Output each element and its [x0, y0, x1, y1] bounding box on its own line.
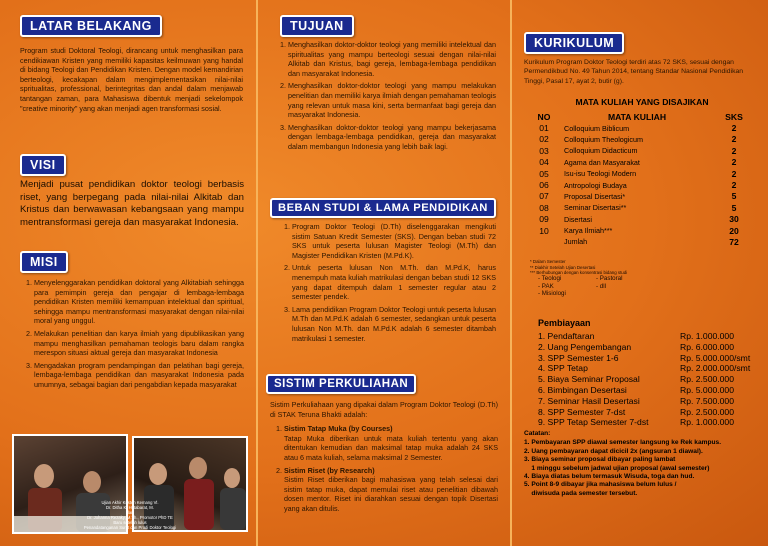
- cost-row: [538, 417, 768, 428]
- sistim-item-heading: 2. Sistim Riset (by Research): [284, 465, 375, 475]
- table-cell-sks: 30: [729, 214, 739, 225]
- cost-amount: Rp. 5.000.000: [680, 384, 734, 395]
- table-cell-sks: 2: [731, 168, 737, 179]
- sistim-item-heading: 1. Sistim Tatap Muka (by Courses): [284, 424, 393, 434]
- kurikulum-paragraph: Kurikulum Program Doktor Teologi terdiri atas 72 SKS, sesuai dengan Permendikbud No. 49 Tahun 2014, tentang Standar Nasional Pendidikan Tinggi, Pasal 17, ayat 2, butir (g).: [524, 59, 744, 85]
- pembiayaan-title: Pembiayaan: [538, 318, 591, 328]
- tujuan-item: 3. Menghasilkan doktor-doktor teologi yang mampu bekerjasama dengan lembaga-lembaga pendidikan, gereja dan masyarakat dalam membangun Indonesia yang lebih baik lagi.: [288, 123, 496, 152]
- kurikulum-table-title: MATA KULIAH YANG DISAJIKAN: [575, 97, 709, 107]
- cost-label: 1. Pendaftaran: [538, 331, 595, 341]
- beban-item: 3. Lama pendidikan Program Doktor Teologi untuk peserta lulusan M.Th dan M.Pd.K adalah 6 semester, sedangkan untuk peserta lulusan Non M.Th. dan M.Pd.K adalah 6 semester ditambah matrikulasi 1 semester.: [292, 305, 496, 343]
- sistim-item-text: Tatap Muka diberikan untuk mata kuliah tertentu yang akan ditentukan kemudian dan maksimal tatap muka adalah 24 SKS atau 6 mata kuliah, selama maksimal 2 Semester.: [284, 433, 498, 462]
- table-cell-no: 05: [539, 168, 549, 179]
- table-header-row: [530, 111, 752, 122]
- cost-amount: Rp. 2.500.000: [680, 374, 734, 385]
- person-head: [224, 468, 240, 488]
- table-header-course: MATA KULIAH: [607, 111, 667, 122]
- table-row: [530, 157, 752, 168]
- cost-amount: Rp. 1.000.000: [680, 331, 734, 341]
- table-cell-no: 06: [539, 180, 549, 191]
- visi-text: [20, 179, 244, 229]
- cost-row: [538, 331, 768, 342]
- person-head: [149, 463, 167, 485]
- cost-amount: Rp. 5.000.000/smt: [680, 352, 751, 363]
- table-row: [530, 236, 752, 247]
- catatan-line: 1 minggu sebelum jadwal ujian proposal (awal semester): [524, 464, 710, 472]
- concentration-item: - PAK: [538, 282, 554, 290]
- table-cell-no: 10: [539, 225, 549, 236]
- table-cell-course: Antropologi Budaya: [564, 180, 627, 190]
- concentration-item: - Misiologi: [538, 290, 566, 298]
- pembiayaan-list: [538, 331, 768, 428]
- table-cell-no: 02: [539, 134, 549, 145]
- table-row: [530, 214, 752, 225]
- note-line: *** Berhubungan dengan konsentrasi bidang studi: [530, 270, 628, 276]
- misi-list: [20, 278, 244, 393]
- person-head: [189, 457, 207, 479]
- table-row: [530, 191, 752, 202]
- visi-paragraph: Menjadi pusat pendidikan doktor teologi berbasis riset, yang berpegang pada nilai-nilai Alkitab dan Kristus dan berwawasan kebangsaan yang mampu mentransformasi gereja dan masyarakat Indonesia.: [20, 179, 244, 228]
- table-cell-sks: 2: [731, 157, 737, 168]
- beban-title: BEBAN STUDI & LAMA PENDIDIKAN: [270, 198, 496, 218]
- table-cell-sks: 5: [731, 191, 737, 202]
- cost-row: [538, 407, 768, 418]
- table-cell-sks: 72: [729, 236, 739, 247]
- table-cell-course: Colloquium Theologicum: [564, 134, 643, 144]
- cost-row: [538, 342, 768, 353]
- kurikulum-notes: [530, 259, 627, 276]
- visi-title: VISI: [20, 154, 66, 176]
- tujuan-list: [274, 40, 496, 155]
- catatan-line: 5. Point 8-9 dibayar jika mahasiswa belum lulus /: [524, 481, 677, 489]
- table-header-sks: SKS: [725, 111, 743, 122]
- table-row: [530, 145, 752, 156]
- table-cell-sks: 20: [729, 225, 739, 236]
- cost-row: [538, 396, 768, 407]
- cost-label: 7. Seminar Hasil Desertasi: [538, 395, 640, 406]
- person-head: [34, 464, 54, 488]
- table-cell-no: 04: [539, 157, 549, 168]
- table-row: [530, 225, 752, 236]
- beban-list: [278, 222, 496, 346]
- cost-row: [538, 385, 768, 396]
- table-cell-no: 03: [539, 145, 549, 156]
- sistim-section: [270, 400, 498, 517]
- table-row: [530, 168, 752, 179]
- table-cell-course: Agama dan Masyarakat: [564, 157, 640, 167]
- tujuan-item: 1. Menghasilkan doktor-doktor teologi yang memiliki intelektual dan spiritualitas yang mampu berteologi sesuai dengan nilai-nilai Alkitab dan Kristus, bagi gereja, lembaga-lembaga pendidikan dan masyarakat Indonesia.: [288, 40, 496, 78]
- cost-amount: Rp. 1.000.000: [680, 417, 734, 428]
- table-cell-no: 09: [539, 214, 549, 225]
- table-cell-no: 07: [539, 191, 549, 202]
- table-cell-sks: 2: [731, 123, 737, 134]
- sistim-item: [284, 424, 498, 462]
- table-cell-course: Proposal Disertasi*: [564, 191, 626, 201]
- table-header-no: NO: [537, 111, 551, 122]
- concentration-item: - Teologi: [538, 275, 562, 282]
- caption-line: Dr. Johanna Rezaky, M.Th., Promotor PhD TE: [87, 515, 173, 520]
- beban-item: 1. Program Doktor Teologi (D.Th) diselenggarakan mengikuti sistim Satuan Kredit Semester (SKS). Dengan beban studi 72 SKS untuk peserta lulusan Magister Teologi (M.Th) dan Magister Pendidikan Kristen (M.Pd.K).: [292, 222, 496, 260]
- person-body: [220, 488, 246, 530]
- misi-item: 3. Mengadakan program pendampingan dan pelatihan bagi gereja, lembaga-lembaga pendidikan dan masyarakat Indonesia pada umumnya, sebagai bagian dari pengabdian kepada masyarakat: [34, 361, 244, 390]
- table-cell-no: 01: [539, 123, 549, 134]
- latar-text: [20, 46, 243, 113]
- table-row: [530, 134, 752, 145]
- cost-amount: Rp. 2.000.000/smt: [680, 363, 751, 374]
- cost-row: [538, 363, 768, 374]
- cost-row: [538, 374, 768, 385]
- caption-line: Dr. Ditha K. Hutabarat, M.: [106, 505, 154, 510]
- caption-line: Penandatanganan Surat dan Prodi Doktor Teologi: [83, 525, 177, 530]
- cost-label: 9. SPP Tetap Semester 7-dst: [538, 417, 649, 428]
- concentrations: [538, 275, 648, 298]
- table-cell-course: Colloquium Biblicum: [564, 123, 630, 133]
- cost-amount: Rp. 6.000.000: [680, 341, 734, 352]
- column-middle: [258, 0, 510, 546]
- table-cell-course: Jumlah: [564, 237, 588, 247]
- cost-row: [538, 353, 768, 364]
- latar-title: LATAR BELAKANG: [20, 15, 162, 37]
- tujuan-title: TUJUAN: [280, 15, 354, 37]
- note-line: ** Diakhir Setelah Ujian Desertasi: [530, 264, 596, 270]
- catatan-line: 1. Pembayaran SPP diawal semester langsung ke Rek kampus.: [524, 439, 722, 447]
- table-cell-course: Karya Ilmiah***: [564, 226, 613, 236]
- kurikulum-text: [524, 58, 760, 86]
- table-body: [530, 122, 752, 247]
- concentration-item: - Pastoral: [596, 275, 623, 282]
- tujuan-item: 2. Menghasilkan doktor-doktor teologi yang mampu melakukan penelitian dan memiliki karya ilmiah dengan pemahaman teologis yang relevan untuk masa kini, serta bermanfaat bagi gereja dan masyarakat Indonesia.: [288, 81, 496, 119]
- table-cell-sks: 5: [731, 202, 737, 213]
- column-right: [512, 0, 768, 546]
- cost-label: 8. SPP Semester 7-dst: [538, 406, 626, 417]
- cost-amount: Rp. 2.500.000: [680, 406, 734, 417]
- table-cell-course: Isu-isu Teologi Modern: [564, 169, 637, 179]
- table-cell-sks: 2: [731, 180, 737, 191]
- table-row: [530, 122, 752, 133]
- misi-title: MISI: [20, 251, 68, 273]
- caption-line: Ujian Akhir Kristen Kemang Vl.: [101, 500, 159, 505]
- sistim-item: [284, 466, 498, 514]
- beban-item: 2. Untuk peserta lulusan Non M.Th. dan M.Pd.K, harus menempuh mata kuliah matrikulasi dengan beban studi 12 SKS yang dapat ditempuh dalam 1 semester regular atau 2 semester pendek.: [292, 263, 496, 301]
- column-left: [0, 0, 256, 546]
- catatan-section: [524, 430, 768, 498]
- latar-paragraph: Program studi Doktoral Teologi, dirancang untuk menghasilkan para cendikiawan Kristen yang memiliki kapasitas keilmuwan yang handal di bidang Teologi dan Pendidikan Kristen. Dengan model kemandirian berteologi, kecakapan dalam mengimplementasikan nilai-nilai spritualitas, professional, berintegritas dan andal dalam menjawab tantangan zaman, para Mahasiswa dibentuk menjadi sekelompok "creative minority" yang akan menjadi agen transformasi sosial.: [20, 46, 243, 113]
- catatan-lines: [524, 439, 768, 498]
- caption-line: dan: [126, 510, 134, 515]
- table-row: [530, 202, 752, 213]
- catatan-title: Catatan:: [524, 430, 551, 437]
- table-cell-no: [530, 236, 558, 247]
- misi-item: 1. Menyelenggarakan pendidikan doktoral yang Alkitabiah sehingga para pemimpin gereja dan pengajar di lembaga-lembaga pendidikan Kristen memiliki kemampuan intelektual dan spiritual, sehingga mampu mentransformasi masyarakat dengan nilai-nilai moral yang unggul.: [34, 278, 244, 326]
- mata-kuliah-table: [530, 111, 752, 248]
- catatan-line: diwisuda pada semester tersebut.: [524, 489, 638, 497]
- table-cell-course: Seminar Disertasi**: [564, 203, 627, 213]
- sistim-title: SISTIM PERKULIAHAN: [266, 374, 416, 394]
- table-cell-course: Colloquium Didacticum: [564, 146, 638, 156]
- catatan-line: 4. Biaya diatas belum termasuk Wisuda, toga dan hud.: [524, 473, 695, 481]
- table-cell-sks: 2: [731, 145, 737, 156]
- cost-label: 6. Bimbingan Desertasi: [538, 384, 627, 395]
- catatan-line: 2. Uang pembayaran dapat dicicil 2x (angsuran 1 diawal).: [524, 447, 703, 455]
- cost-label: 4. SPP Tetap: [538, 363, 588, 374]
- catatan-line: 3. Biaya seminar proposal dibayar paling lambat: [524, 456, 676, 464]
- cost-label: 2. Uang Pengembangan: [538, 341, 632, 352]
- photo-caption: [70, 500, 190, 530]
- cost-amount: Rp. 7.500.000: [680, 395, 734, 406]
- cost-label: 3. SPP Semester 1-6: [538, 352, 619, 363]
- sistim-item-text: Sistim Riset diberikan bagi mahasiswa yang telah selesai dari sistim tatap muka, dapat memulai riset atau penelitian dibawah dosen mentor. Riset ini diarahkan sesuai dengan topik Disertasi yang akan ditulis.: [284, 475, 498, 513]
- table-row: [530, 179, 752, 190]
- table-cell-course: Disertasi: [564, 214, 592, 224]
- sistim-intro: Sistim Perkuliahaan yang dipakai dalam Program Doktor Teologi (D.Th) di STAK Teruna Bhakti adalah:: [270, 400, 498, 419]
- person-head: [83, 471, 101, 493]
- note-line: * Dalam Semester: [530, 259, 566, 264]
- cost-label: 5. Biaya Seminar Proposal: [538, 374, 640, 385]
- kurikulum-title: KURIKULUM: [524, 32, 624, 54]
- misi-item: 2. Melakukan penelitian dan karya ilmiah yang dipublikasikan yang mampu menghasilkan pemahaman teologis baru dalam rangka merespon situasi aktual gereja dan masyarakat Indonesia: [34, 329, 244, 358]
- caption-line: Baru setelah lulus: [113, 520, 147, 525]
- concentration-item: - dll: [596, 282, 606, 290]
- table-cell-no: 08: [539, 202, 549, 213]
- table-cell-sks: 2: [731, 134, 737, 145]
